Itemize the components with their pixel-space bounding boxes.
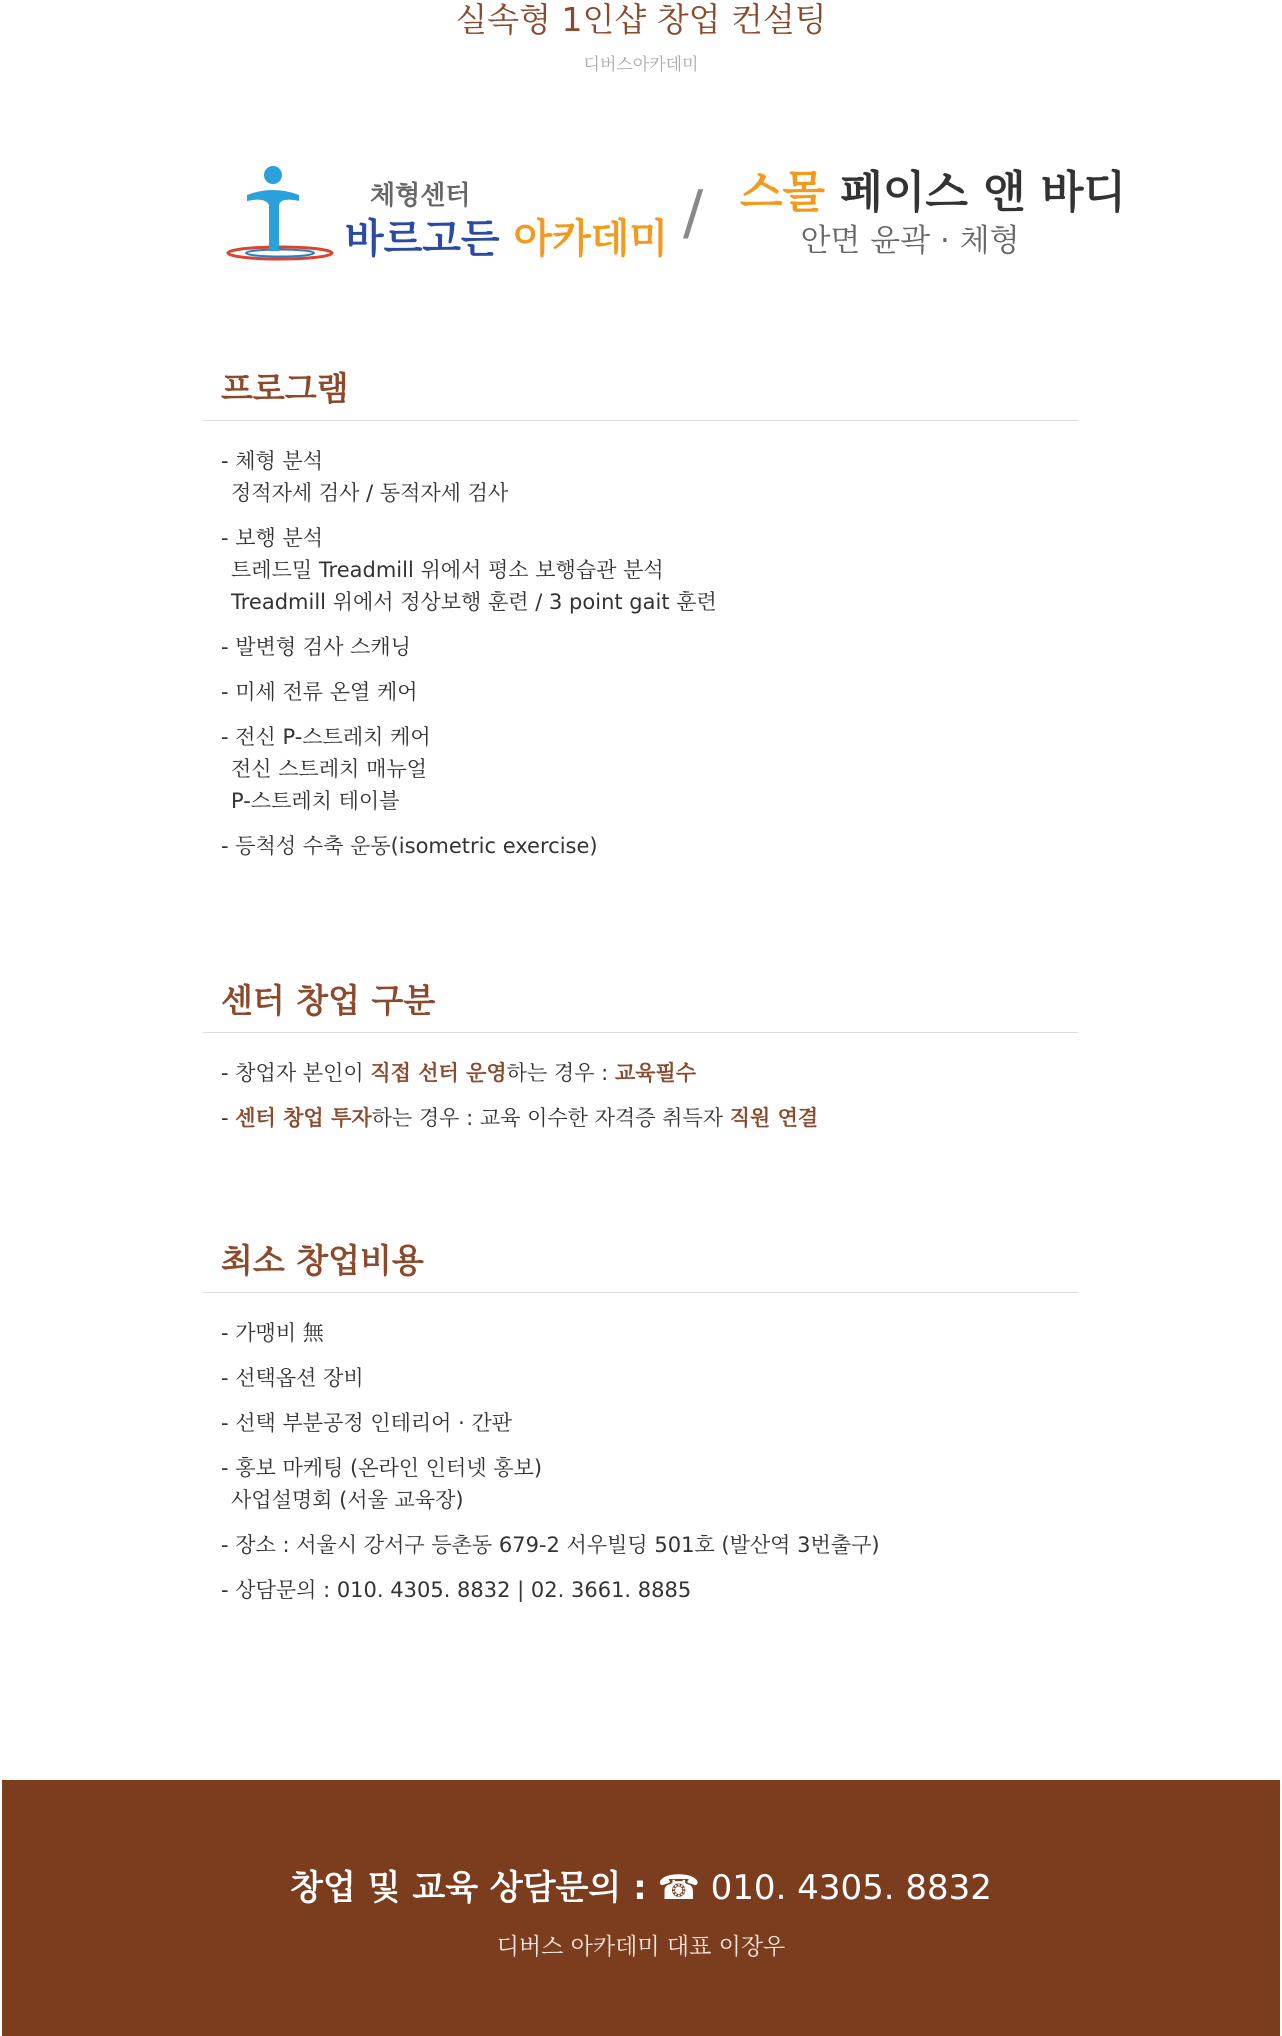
list-item-title: - 선택 부분공정 인테리어 · 간판: [221, 1411, 513, 1435]
cost-list: [203, 1317, 1078, 1606]
contact-phone[interactable]: 010. 4305. 8832: [710, 1868, 992, 1908]
logo-divider: /: [683, 178, 704, 248]
program-list: [203, 445, 1078, 862]
list-item: [221, 1102, 1078, 1134]
highlight: 교육필수: [614, 1061, 697, 1085]
list-item: [221, 1529, 1078, 1561]
contact-line: [2, 1860, 1280, 1909]
list-item-detail: 사업설명회 (서울 교육장): [231, 1488, 464, 1512]
section-title: 센터 창업 구분: [221, 981, 436, 1020]
list-item: [221, 1362, 1078, 1394]
small-face-body-logo: [740, 165, 1127, 265]
person-figure-icon: [225, 165, 335, 265]
list-item: [221, 721, 1078, 817]
list-item-title: - 보행 분석: [221, 526, 324, 550]
highlight: 직원 연결: [729, 1106, 819, 1130]
list-item: [221, 676, 1078, 708]
list-item: [221, 1407, 1078, 1439]
list-item-detail: 정적자세 검사 / 동적자세 검사: [231, 481, 509, 505]
list-item-title: - 가맹비 無: [221, 1321, 324, 1345]
section-divider: [203, 420, 1078, 421]
program-section: [203, 362, 1078, 875]
list-item-detail: 전신 스트레치 매뉴얼: [231, 757, 427, 781]
phone-icon: ☎: [657, 1868, 700, 1908]
list-item-title: - 등척성 수축 운동(isometric exercise): [221, 834, 598, 858]
list-item-title: - 전신 P-스트레치 케어: [221, 725, 431, 749]
logo-small-text: 체형센터: [370, 181, 471, 211]
text: - 창업자 본인이: [221, 1061, 371, 1085]
highlight: 직접 선터 운영: [370, 1061, 507, 1085]
list-item-title: - 선택옵션 장비: [221, 1366, 364, 1390]
page-subtitle: 디버스아카데미: [583, 55, 699, 75]
list-item-detail: Treadmill 위에서 정상보행 훈련 / 3 point gait 훈련: [231, 590, 717, 614]
logo-main-orange: 아카데미: [513, 216, 669, 262]
list-item-title: - 체형 분석: [221, 449, 324, 473]
center-section: [203, 974, 1078, 1147]
text: 하는 경우 :: [506, 1061, 615, 1085]
section-title: 최소 창업비용: [221, 1241, 424, 1280]
list-item-title: - 발변형 검사 스캐닝: [221, 635, 411, 659]
list-item: [221, 631, 1078, 663]
list-item: [221, 1452, 1078, 1516]
list-item: [221, 1574, 1078, 1606]
list-item-title: - 장소 : 서울시 강서구 등촌동 679-2 서우빌딩 501호 (발산역 3번출구): [221, 1533, 880, 1557]
logo-right-orange: 스몰: [740, 167, 826, 218]
list-item: [221, 1057, 1078, 1089]
list-item-title: - 홍보 마케팅 (온라인 인터넷 홍보): [221, 1456, 543, 1480]
list-item: [221, 830, 1078, 862]
contact-label: 창업 및 교육 상담문의 :: [290, 1868, 647, 1908]
logo-right-sub: 안면 윤곽 · 체형: [800, 223, 1020, 259]
page-title: 실속형 1인샵 창업 컨설팅: [455, 0, 827, 39]
section-divider: [203, 1032, 1078, 1033]
logo-right-rest: 페이스 앤 바디: [840, 167, 1127, 218]
text: -: [221, 1106, 236, 1130]
list-item-title: - 상담문의 : 010. 4305. 8832 | 02. 3661. 8885: [221, 1578, 692, 1602]
logo-main-blue: 바르고든: [345, 216, 500, 262]
center-list: [203, 1057, 1078, 1134]
list-item: [221, 522, 1078, 618]
logo-main-text: [345, 207, 668, 264]
cost-section: [203, 1234, 1078, 1619]
section-title: 프로그램: [221, 369, 349, 408]
list-item-detail: P-스트레치 테이블: [231, 789, 400, 813]
bareugodeun-academy-logo: [225, 165, 669, 265]
logo-right-main: [740, 165, 1127, 221]
highlight: 센터 창업 투자: [235, 1106, 372, 1130]
contact-footer: [2, 1780, 1280, 2036]
list-item: [221, 445, 1078, 509]
contact-owner: 디버스 아카데미 대표 이장우: [496, 1934, 786, 1960]
list-item-title: - 미세 전류 온열 케어: [221, 680, 418, 704]
list-item: [221, 1317, 1078, 1349]
list-item-detail: 트레드밀 Treadmill 위에서 평소 보행습관 분석: [231, 558, 664, 582]
section-divider: [203, 1292, 1078, 1293]
text: 하는 경우 : 교육 이수한 자격증 취득자: [371, 1106, 730, 1130]
